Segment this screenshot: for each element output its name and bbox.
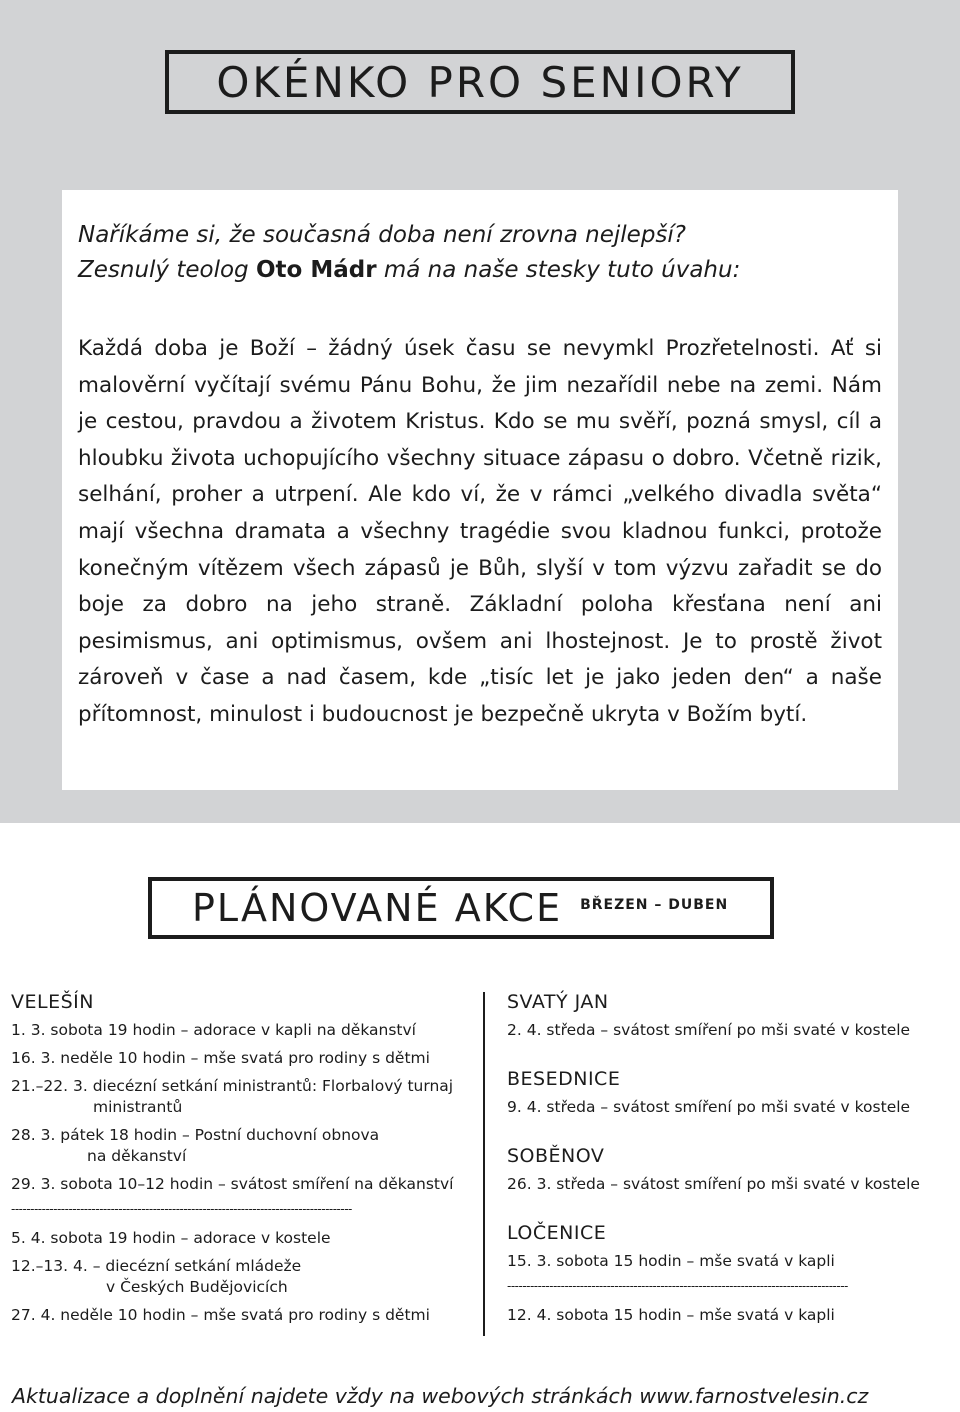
list-item: 28. 3. pátek 18 hodin – Postní duchovní obnova na děkanství [11,1126,380,1165]
page-title: OKÉNKO PRO SENIORY [216,57,744,107]
parishes-column [507,990,947,1333]
separator-line: ----------------------------------------------------------------------------------------- [507,1279,848,1293]
velesin-heading: VELEŠÍN [11,991,94,1013]
planned-events-period: BŘEZEN – DUBEN [580,897,729,913]
list-item: 12.–13. 4. – diecézní setkání mládeže v Českých Budějovicích [11,1257,302,1296]
footer-note: Aktualizace a doplnění najdete vždy na webových stránkách www.farnostvelesin.cz [12,1384,869,1408]
locenice-heading: LOČENICE [507,1222,607,1244]
author-name: Oto Mádr [255,257,377,283]
intro-line-2 [78,253,882,288]
svaty-jan-heading: SVATÝ JAN [507,991,609,1013]
planned-events-title: PLÁNOVANÉ AKCE [192,886,563,930]
sobenov-heading: SOBĚNOV [507,1145,605,1167]
list-item: 15. 3. sobota 15 hodin – mše svatá v kapli [507,1252,835,1270]
list-item: 21.–22. 3. diecézní setkání ministrantů: Florbalový turnaj ministrantů [11,1077,454,1116]
besednice-heading: BESEDNICE [507,1068,621,1090]
list-item: 5. 4. sobota 19 hodin – adorace v kostele [11,1229,331,1247]
list-item: 12. 4. sobota 15 hodin – mše svatá v kapli [507,1306,835,1324]
quote-card [62,190,898,790]
velesin-column [11,990,473,1333]
planned-events-title-box [148,877,774,939]
list-item: 27. 4. neděle 10 hodin – mše svatá pro rodiny s dětmi [11,1306,430,1324]
intro-prefix: Zesnulý teolog [78,257,256,283]
separator-line: ----------------------------------------------------------------------------------------- [11,1202,352,1216]
list-item: 1. 3. sobota 19 hodin – adorace v kapli na děkanství [11,1021,416,1039]
list-item: 16. 3. neděle 10 hodin – mše svatá pro rodiny s dětmi [11,1049,430,1067]
page-title-box [165,50,795,114]
intro-line-1: Naříkáme si, že současná doba není zrovna nejlepší? [78,222,687,248]
column-divider [483,992,485,1336]
list-item: 2. 4. středa – svátost smíření po mši svaté v kostele [507,1021,911,1039]
quote-body: Každá doba je Boží – žádný úsek času se nevymkl Prozřetelnosti. Ať si malověrní vyčítají svému Pánu Bohu, že jim nezařídil nebe na zemi. Nám je cestou, pravdou a životem Kristus. Kdo se mu svěří, pozná smysl, cíl a hloubku života uchopujícího všechny situace zápasu o dobro. Včetně rizik, selhání, proher a utrpení. Ale kdo ví, že v rámci „velkého divadla světa“ mají všechna dramata a všechny tragédie svou kladnou funkci, protože konečným vítězem všech zápasů je Bůh, slyší v tom výzvu zařadit se do boje za dobro na jeho straně. Základní poloha křesťana není ani pesimismus, ani optimismus, ovšem ani lhostejnost. Je to prostě život zároveň v čase a nad časem, kde „tisíc let je jako jeden den“ a naše přítomnost, minulost i budoucnost je bezpečně ukryta v Božím bytí. [78,336,882,727]
list-item: 29. 3. sobota 10–12 hodin – svátost smíření na děkanství [11,1175,454,1193]
list-item: 9. 4. středa – svátost smíření po mši svaté v kostele [507,1098,911,1116]
quote-intro [78,218,882,288]
list-item: 26. 3. středa – svátost smíření po mši svaté v kostele [507,1175,920,1193]
intro-suffix: má na naše stesky tuto úvahu: [376,257,741,283]
